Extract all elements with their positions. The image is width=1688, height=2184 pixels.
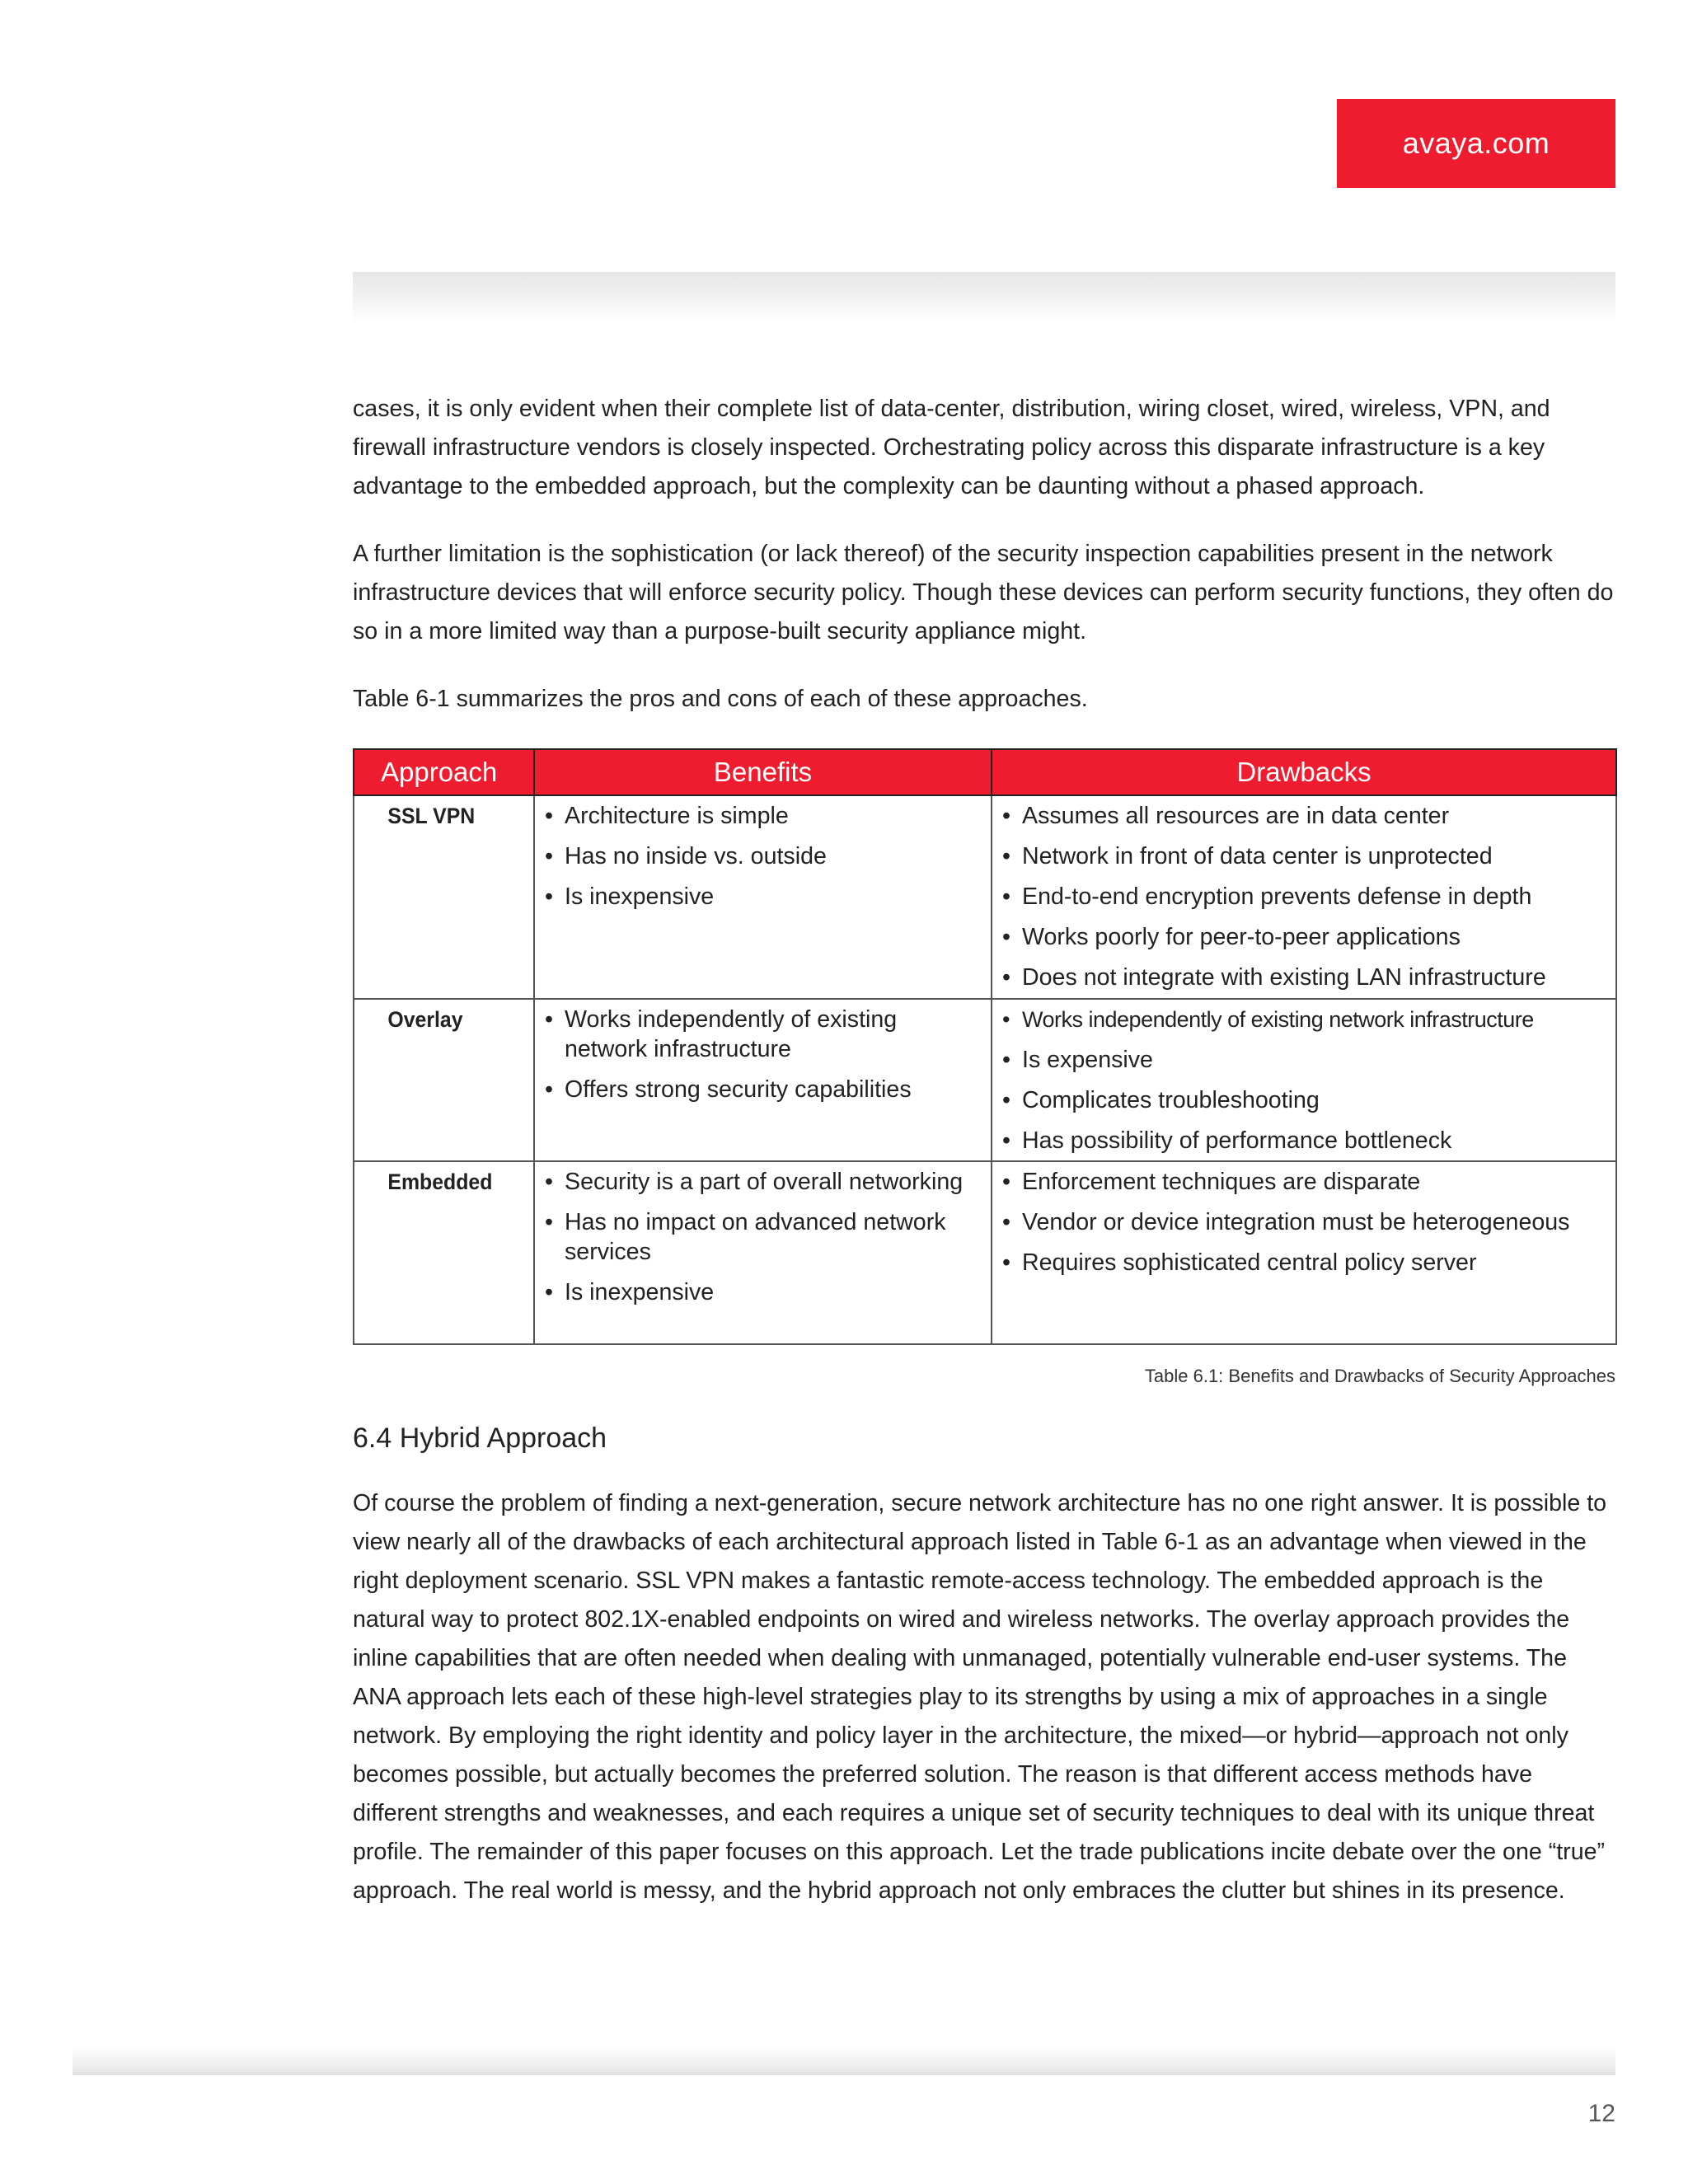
table-header-row [354,749,1616,795]
brand-text: avaya.com [1402,126,1550,160]
paragraph-table-intro: Table 6-1 summarizes the pros and cons of each of these approaches. [353,686,1088,712]
column-header-benefits: Benefits [534,749,992,795]
page-number: 12 [1587,2100,1615,2127]
header-divider-band [353,272,1615,323]
benefit-item: • Offers strong security capabilities [543,1075,982,1104]
benefit-item: • Is inexpensive [543,882,982,912]
section-heading: 6.4 Hybrid Approach [353,1422,607,1454]
benefits-cell [534,795,992,999]
drawback-item: • Complicates troubleshooting [1001,1085,1607,1115]
drawback-item: • Does not integrate with existing LAN infrastructure [1001,963,1607,992]
table-row [354,1161,1616,1344]
benefit-item: • Security is a part of overall networking [543,1167,982,1197]
paragraph-hybrid-approach: Of course the problem of finding a next-generation, secure network architecture has no one right answer. It is possible to view nearly all of the drawbacks of each architectural approach listed in Table 6-1 as an advantage when viewed in the right deployment scenario. SSL VPN makes a fantastic remote-access technology. The embedded approach is the natural way to protect 802.1X-enabled endpoints on wired and wireless networks. The overlay approach provides the inline capabilities that are often needed when dealing with unmanaged, potentially vulnerable end-user systems. The ANA approach lets each of these high-level strategies play to its strengths by using a mix of approaches in a single network. By employing the right identity and policy layer in the architecture, the mixed—or hybrid—approach not only becomes possible, but actually becomes the preferred solution. The reason is that different access methods have different strengths and weaknesses, and each requires a unique set of security techniques to deal with its unique threat profile. The remainder of this paper focuses on this approach. Let the trade publications incite debate over the one “true” approach. The real world is messy, and the hybrid approach not only embraces the clutter but shines in its presence. [353,1490,1607,1904]
table-row [354,999,1616,1161]
approach-cell: Overlay [354,999,519,1161]
drawback-item: • Network in front of data center is unprotected [1001,841,1607,871]
table-caption: Table 6.1: Benefits and Drawbacks of Security Approaches [1144,1366,1615,1386]
drawback-item: • Enforcement techniques are disparate [1001,1167,1607,1197]
approach-cell: Embedded [354,1161,519,1344]
column-header-drawbacks: Drawbacks [992,749,1616,795]
benefit-item: • Has no inside vs. outside [543,841,982,871]
drawback-item: • Works poorly for peer-to-peer applications [1001,922,1607,952]
approach-cell: SSL VPN [354,795,519,999]
drawback-item: • Has possibility of performance bottleneck [1001,1126,1607,1155]
column-header-approach: Approach [354,749,534,795]
approaches-table [353,748,1617,1345]
drawbacks-cell [992,795,1616,999]
benefit-item: • Works independently of existing network infrastructure [543,1005,982,1064]
drawback-item: • End-to-end encryption prevents defense in depth [1001,882,1607,912]
benefits-cell [534,999,992,1161]
drawback-item: • Vendor or device integration must be heterogeneous [1001,1207,1607,1237]
table-row [354,795,1616,999]
drawback-item: • Works independently of existing network infrastructure [1001,1005,1607,1034]
benefits-cell [534,1161,992,1344]
benefit-item: • Has no impact on advanced network services [543,1207,982,1267]
brand-logo [1337,99,1615,188]
paragraph-inspection-limitation: A further limitation is the sophistication (or lack thereof) of the security inspection capabilities present in the network infrastructure devices that will enforce security policy. Though these devices can perform security functions, they often do so in a more limited way than a purpose-built security appliance might. [353,541,1614,644]
drawbacks-cell [992,999,1616,1161]
paragraph-embedded-complexity: cases, it is only evident when their complete list of data-center, distribution, wiring closet, wired, wireless, VPN, and firewall infrastructure vendors is closely inspected. Orchestrating policy across this disparate infrastructure is a key advantage to the embedded approach, but the complexity can be daunting without a phased approach. [353,396,1550,499]
benefit-item: • Architecture is simple [543,801,982,831]
drawback-item: • Assumes all resources are in data center [1001,801,1607,831]
drawback-item: • Is expensive [1001,1045,1607,1075]
drawback-item: • Requires sophisticated central policy server [1001,1248,1607,1277]
footer-divider-band [73,2047,1615,2075]
benefit-item: • Is inexpensive [543,1277,982,1307]
drawbacks-cell [992,1161,1616,1344]
